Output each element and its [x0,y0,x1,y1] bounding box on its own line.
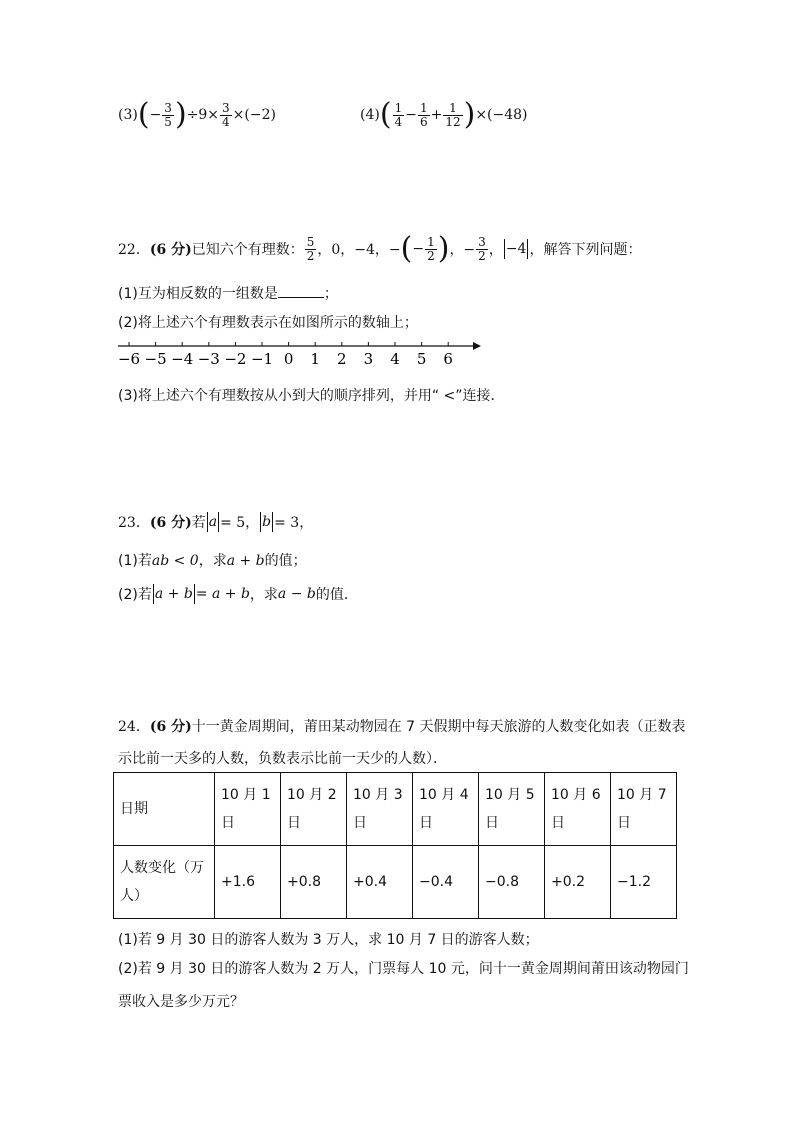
q23-stem: 23．(6 分)若 a = 5， b = 3， [118,514,314,531]
table-header-change: 人数变化（万 人） [114,846,215,919]
q24-part2-line2: 票收入是多少万元？ [118,994,244,1010]
table-cell-date: 10 月 2 日 [281,773,347,846]
table-cell-date: 10 月 3 日 [347,773,413,846]
q21-part4-frac3: $\frac{1}{12}$ [445,100,461,129]
table-cell-change: +0.2 [545,846,611,919]
table-cell-date: 10 月 5 日 [479,773,545,846]
left-paren: ( [137,97,150,132]
q21-part3-div: ÷9× [186,107,220,123]
q22-list-mid: ，0，−4，− [317,242,401,258]
q23-a-eq: = 5， [220,515,260,531]
q22-part1: (1)互为相反数的一组数是 ； [118,286,338,302]
number-line-label: −6 [117,350,141,368]
number-line-label: −1 [250,350,274,368]
q21-part3-tail: ×(−2) [232,107,276,123]
q23-part1: (1)若ab < 0，求a + b的值； [118,553,307,569]
table-cell-change: +1.6 [215,846,281,919]
q24-part2-line1: (2)若 9 月 30 日的游客人数为 2 万人，门票每人 10 元，问十一黄金周期间莆田该动物园门 [118,961,689,977]
q22-intro: 已知六个有理数： [191,242,304,258]
q22-abs-val: −4 [505,241,527,257]
table-cell-change: +0.8 [281,846,347,919]
q22-part2: (2)将上述六个有理数表示在如图所示的数轴上； [118,315,418,331]
table-cell-change: −0.4 [413,846,479,919]
q23-part2: (2)若 a + b = a + b，求a − b的值． [118,586,358,603]
q21-part3: (3)(− $\frac{3}{5}$ )÷9× $\frac{3}{4}$ ×(−2) [118,97,276,132]
q21-part4-frac2: $\frac{1}{6}$ [419,100,428,129]
q21-part3-frac1: $\frac{3}{5}$ [164,100,172,129]
table-row [114,773,677,846]
q23-b-eq: = 3， [274,515,314,531]
table-cell-change: −0.8 [479,846,545,919]
table-row [114,846,677,919]
number-line [115,336,485,370]
q23-number: 23． [118,515,150,531]
table-cell-date: 10 月 6 日 [545,773,611,846]
number-line-label: 0 [283,350,294,368]
number-line-label: 6 [443,350,453,368]
table-cell-change: +0.4 [347,846,413,919]
q24-part1: (1)若 9 月 30 日的游客人数为 3 万人，求 10 月 7 日的游客人数； [118,932,539,948]
number-line-label: −2 [224,350,247,368]
number-line-label: −4 [171,350,194,368]
q22-sep: ，− [449,242,476,258]
q21-part4-tail: ×(−48) [475,107,528,123]
q24-number: 24． [118,719,150,735]
q22-part3: (3)将上述六个有理数按从小到大的顺序排列，并用“ <”连接． [118,388,505,404]
q21-part3-label: (3) [118,107,138,123]
q21-part4-frac1: $\frac{1}{4}$ [394,100,403,129]
q24-stem-line2: 示比前一天多的人数，负数表示比前一天少的人数）． [118,751,447,767]
q22-outro: ，解答下列问题： [529,242,642,258]
q21-part4-label: (4) [360,107,380,123]
q21-part4: (4)( $\frac{1}{4}$ − $\frac{1}{6}$ + $\frac{1}{12}$ )×(−48) [360,97,528,132]
right-paren: ) [174,97,187,132]
table-cell-date: 10 月 4 日 [413,773,479,846]
number-line-label: 1 [310,350,320,368]
number-line-label: −3 [197,350,220,368]
right-paren: ) [463,97,476,132]
q24-stem-line1: 24．(6 分)十一黄金周期间，莆田某动物园在 7 天假期中每天旅游的人数变化如表（正数表 [118,719,686,735]
number-line-label: −5 [144,350,167,368]
q24-points: (6 分) [149,719,192,735]
answer-blank[interactable] [278,285,324,298]
q21-part3-frac2: $\frac{3}{4}$ [222,100,230,129]
q22-num5: $\frac{3}{2}$ [478,234,486,263]
table-header-date: 日期 [114,773,215,846]
number-line-label: 4 [390,350,400,368]
number-line-label: 2 [337,350,347,368]
q23-cond: 若 [191,515,206,531]
q23-points: (6 分) [149,515,192,531]
number-line-label: 5 [416,350,427,368]
table-cell-date: 10 月 7 日 [611,773,677,846]
q22-num1: $\frac{5}{2}$ [306,234,315,263]
table-cell-change: −1.2 [611,846,677,919]
abs-bar [504,239,505,259]
q22-points: (6 分) [149,242,192,258]
table-cell-date: 10 月 1 日 [215,773,281,846]
q22-num4: $\frac{1}{2}$ [427,234,435,263]
number-line-label: 3 [363,350,374,368]
q22-number: 22． [118,242,150,258]
q22-stem: 22．(6 分)已知六个有理数： $\frac{5}{2}$ ，0，−4，−(− $\frac{1}{2}$ )，− $\frac{3}{2}$ ， −4 ，解答下列问题： [118,231,642,266]
arrow-icon [473,342,481,350]
left-paren: ( [379,97,392,132]
visitor-change-table [113,772,677,919]
